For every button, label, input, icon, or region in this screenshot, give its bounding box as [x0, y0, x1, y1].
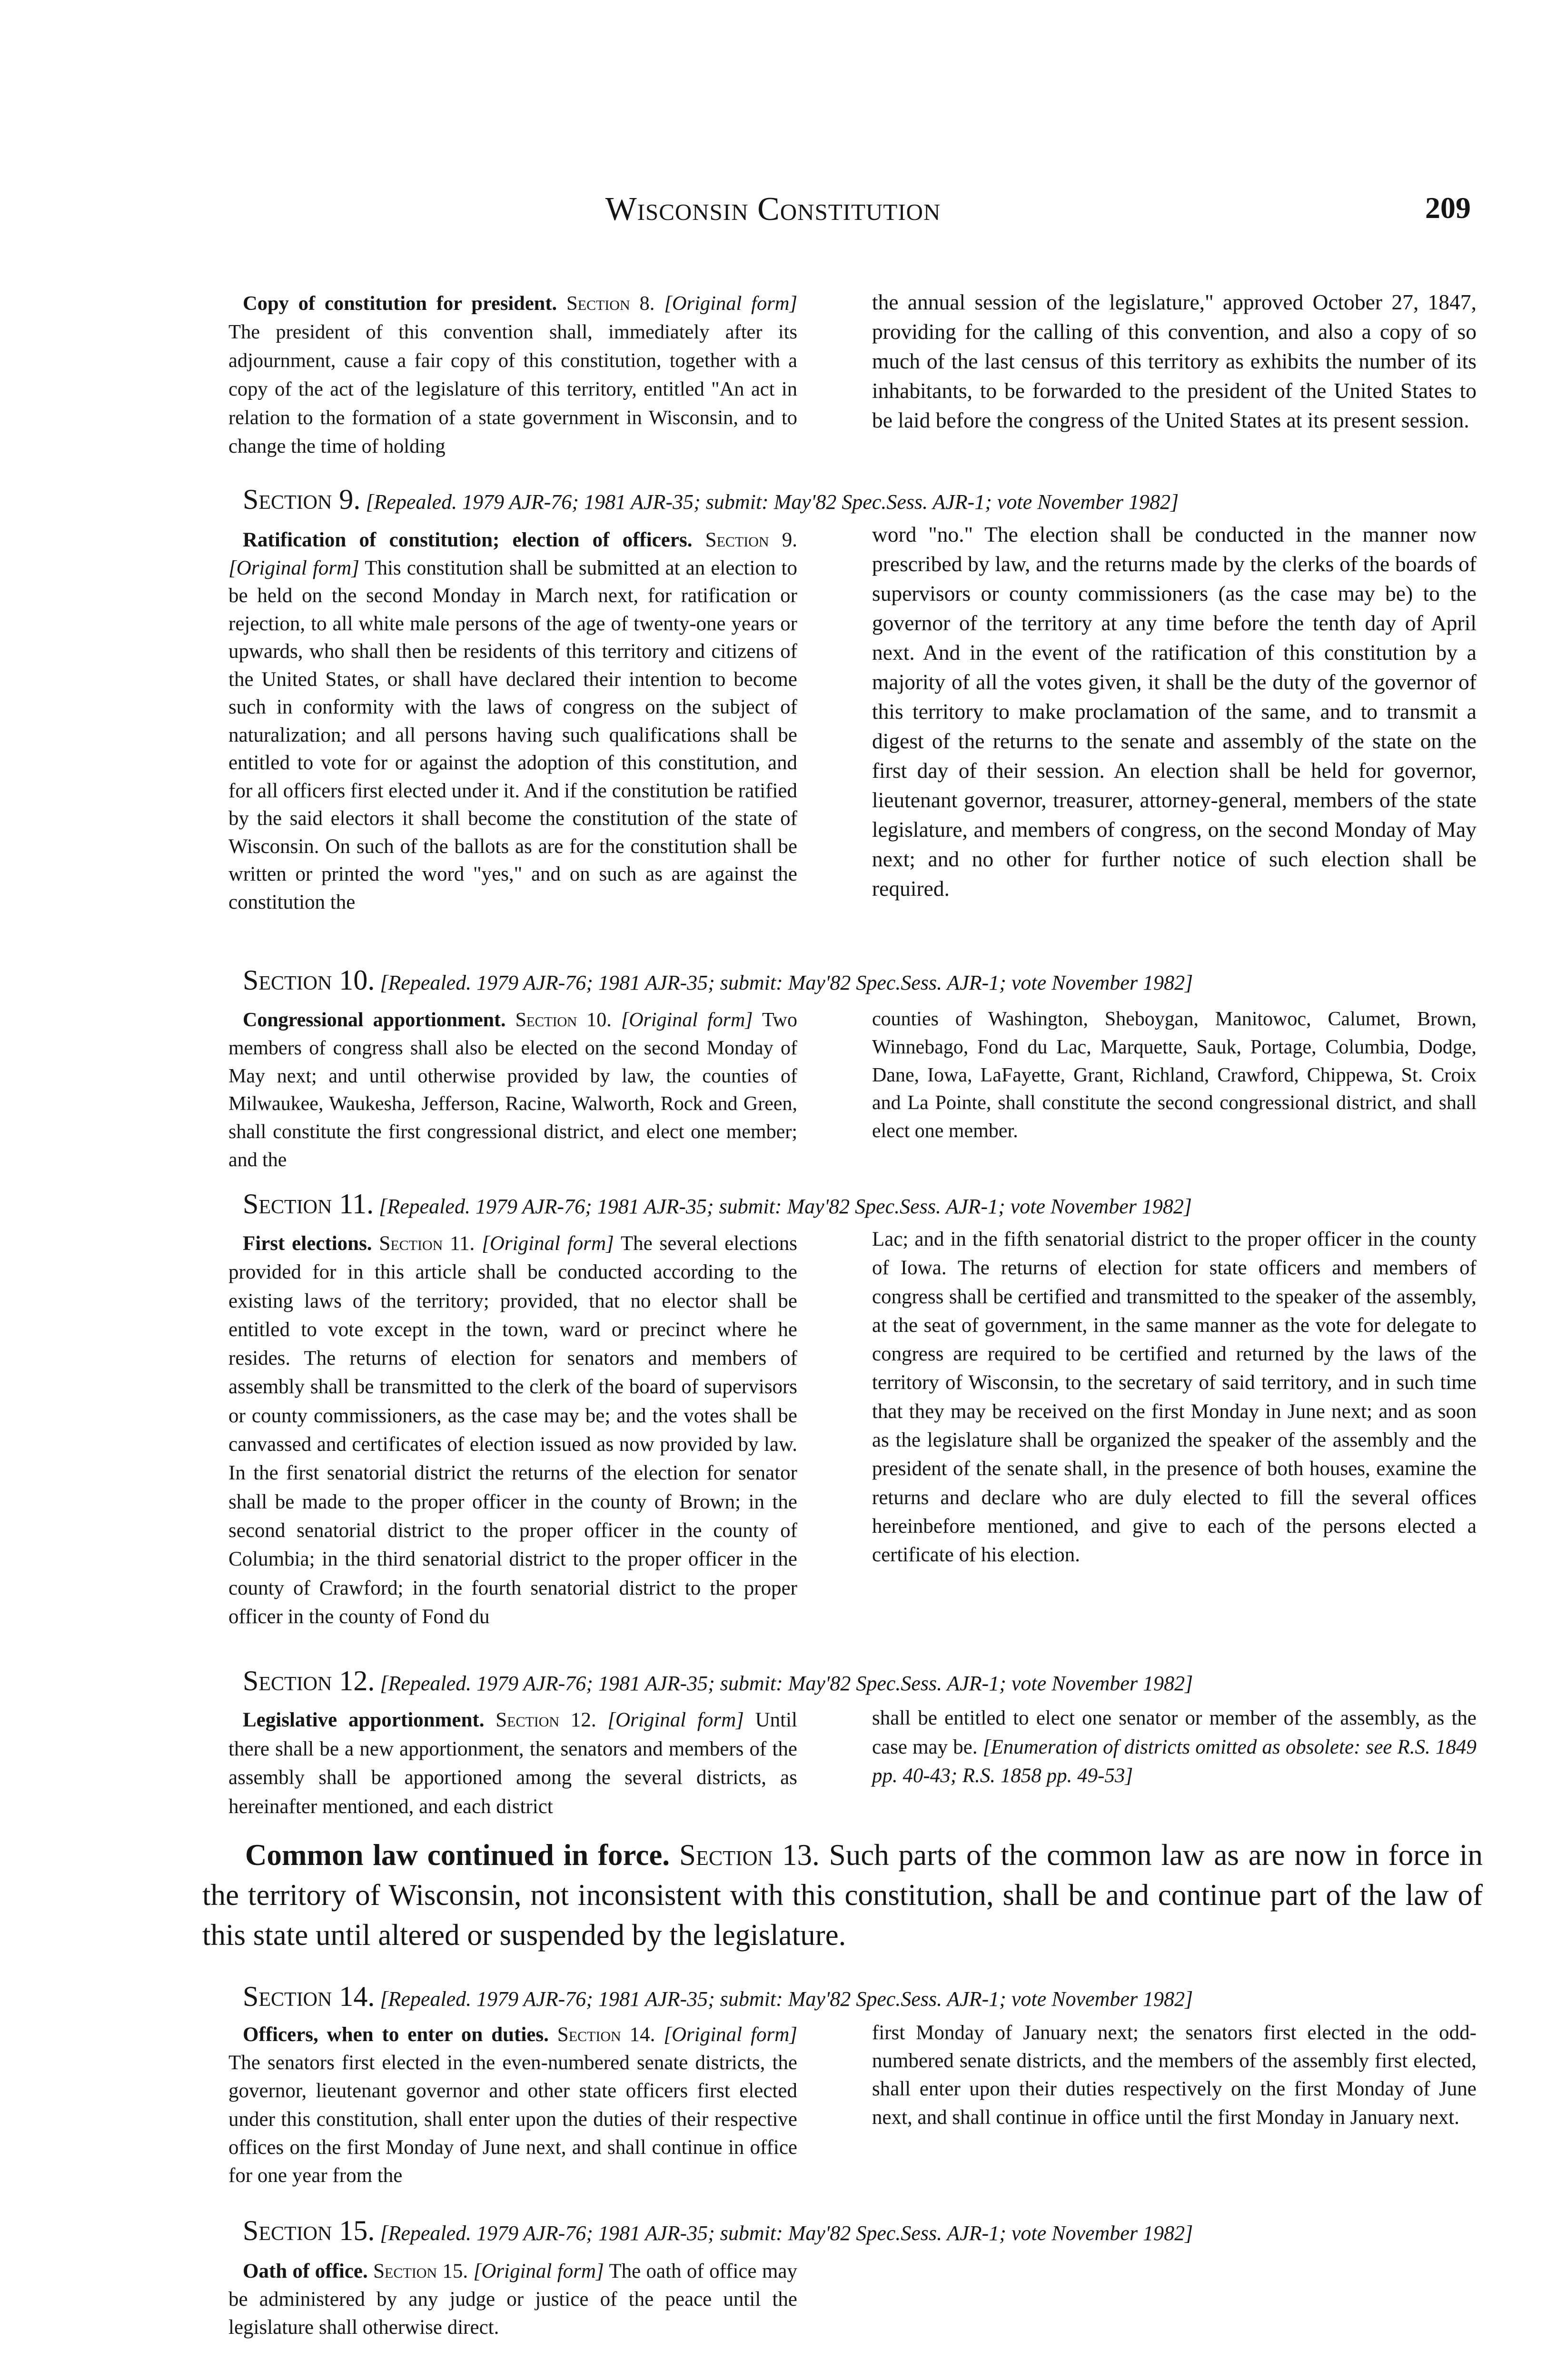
section-10-text-right: counties of Washington, Sheboygan, Manitowoc, Calumet, Brown, Winnebago, Fond du Lac, Marquette, Sauk, Portage, Columbia, Dodge, Dane, Iowa, LaFayette, Grant, Richland, Crawford, Chippewa, St. Croix and La Pointe, shall constitute the second congressional district, and shall elect one member.	[872, 1008, 1477, 1142]
section-11-ref: Section 11.	[379, 1232, 475, 1255]
section-11-left-column	[228, 1230, 797, 1631]
section-9-repeal-line	[243, 483, 1480, 516]
section-13-heading: Common law continued in force.	[245, 1838, 670, 1872]
section-12-heading: Legislative apportionment.	[243, 1709, 485, 1731]
section-11-heading: First elections.	[243, 1232, 372, 1255]
section-12-repeal-line	[243, 1665, 1480, 1697]
section-14-original-form: [Original form]	[664, 2023, 797, 2046]
section-9-label: Section 9.	[243, 484, 361, 515]
section-11-right-column	[872, 1225, 1477, 1570]
running-title: Wisconsin Constitution	[605, 191, 941, 228]
section-14-label: Section 14.	[243, 1981, 375, 2012]
section-13-common-law	[202, 1835, 1483, 1955]
section-12-text-left: Until there shall be a new apportionment, the senators and members of the assembly shall be apportioned among the several districts, as hereinafter mentioned, and each district	[228, 1709, 798, 1818]
section-8-right-column	[872, 288, 1477, 435]
section-9-heading: Ratification of constitution; election of officers.	[243, 529, 693, 551]
section-11-text-right: Lac; and in the fifth senatorial district to the proper officer in the county of Iowa. The returns of election for state officers and members of congress shall be certified and transmitted to the speaker of the assembly, at the seat of government, in the same manner as the vote for delegate to congress are required to be certified and returned by the laws of the territory of Wisconsin, to the secretary of said territory, and in such time that they may be received on the first Monday in June next; and as soon as the legislature shall be organized the speaker of the assembly and the president of the senate shall, in the presence of both houses, examine the returns and declare who are duly elected to fill the several offices hereinbefore mentioned, and give to each of the persons elected a certificate of his election.	[872, 1228, 1477, 1567]
section-11-repeal-note: [Repealed. 1979 AJR-76; 1981 AJR-35; submit: May'82 Spec.Sess. AJR-1; vote November 1982]	[379, 1195, 1192, 1218]
section-15-heading: Oath of office.	[243, 2260, 368, 2282]
section-11-repeal-line	[243, 1188, 1480, 1220]
section-15-ref: Section 15.	[373, 2260, 468, 2282]
section-12-label: Section 12.	[243, 1665, 375, 1696]
section-8-ref: Section 8.	[566, 292, 655, 315]
section-11-label: Section 11.	[243, 1188, 374, 1220]
section-14-ref: Section 14.	[557, 2023, 655, 2046]
section-9-repeal-note: [Repealed. 1979 AJR-76; 1981 AJR-35; submit: May'82 Spec.Sess. AJR-1; vote November 1982]	[366, 490, 1179, 514]
section-8-heading: Copy of constitution for president.	[243, 292, 557, 315]
section-9-text-left: This constitution shall be submitted at an election to be held on the second Monday in March next, for ratification or rejection, to all white male persons of the age of twenty-one years or upwards, who shall then be residents of this territory and citizens of the United States, or shall have declared their intention to become such in conformity with the laws of congress on the subject of naturalization; and all persons having such qualifications shall be entitled to vote for or against the adoption of this constitution, and for all officers first elected under it. And if the constitution be ratified by the said electors it shall become the constitution of the state of Wisconsin. On such of the ballots as are for the constitution shall be written or printed the word "yes," and on such as are against the constitution the	[228, 556, 797, 913]
section-9-original-form: [Original form]	[228, 556, 359, 579]
section-15-text-left: The oath of office may be administered by any judge or justice of the peace until the legislature shall otherwise direct.	[228, 2260, 797, 2339]
section-9-ref: Section 9.	[705, 529, 798, 551]
section-14-text-left: The senators first elected in the even-numbered senate districts, the governor, lieutenant governor and other state officers first elected under this constitution, shall enter upon the duties of their respective offices on the first Monday of June next, and shall continue in office for one year from the	[228, 2052, 797, 2187]
section-12-original-form: [Original form]	[607, 1709, 744, 1731]
section-9-text-right: word "no." The election shall be conducted in the manner now prescribed by law, and the returns made by the clerks of the boards of supervisors or county commissioners (as the case may be) to the governor of the territory at any time before the tenth day of April next. And in the event of the ratification of this constitution by a majority of all the votes given, it shall be the duty of the governor of this territory to make proclamation of the same, and to transmit a digest of the returns to the senate and assembly of the state on the first day of their session. An election shall be held for governor, lieutenant governor, treasurer, attorney-general, members of the state legislature, and members of congress, on the second Monday of May next; and no other for further notice of such election shall be required.	[872, 522, 1477, 901]
section-12-ref: Section 12.	[496, 1709, 596, 1731]
section-12-enumeration-note: [Enumeration of districts omitted as obsolete: see R.S. 1849 pp. 40-43; R.S. 1858 pp. 49-53]	[872, 1735, 1477, 1787]
section-8-text-left: The president of this convention shall, immediately after its adjournment, cause a fair copy of this constitution, together with a copy of the act of the legislature of this territory, entitled "An act in relation to the formation of a state government in Wisconsin, and to change the time of holding	[228, 321, 797, 457]
section-14-left-column	[228, 2021, 797, 2190]
section-11-text-left: The several elections provided for in this article shall be conducted according to the existing laws of the territory; provided, that no elector shall be entitled to vote except in the town, ward or precinct where he resides. The returns of election for senators and members of assembly shall be transmitted to the clerk of the board of supervisors or county commissioners, as the case may be; and the votes shall be canvassed and certificates of election issued as now provided by law. In the first senatorial district the returns of the election for senator shall be made to the proper officer in the county of Brown; in the second senatorial district to the proper officer in the county of Columbia; in the third senatorial district to the proper officer in the county of Crawford; in the fourth senatorial district to the proper officer in the county of Fond du	[228, 1232, 797, 1628]
section-15-left-column	[228, 2257, 797, 2342]
section-11-original-form: [Original form]	[482, 1232, 614, 1255]
page-number: 209	[1425, 191, 1471, 225]
section-12-text-right: shall be entitled to elect one senator or member of the assembly, as the case may be.	[872, 1707, 1477, 1758]
section-14-text-right: first Monday of January next; the senators first elected in the odd-numbered senate districts, and the members of the assembly first elected, shall enter upon their duties respectively on the first Monday of June next, and shall continue in office until the first Monday in January next.	[872, 2022, 1477, 2129]
section-10-right-column	[872, 1005, 1477, 1145]
section-10-heading: Congressional apportionment.	[243, 1009, 506, 1031]
section-13-ref: Section 13.	[679, 1838, 820, 1872]
section-10-ref: Section 10.	[515, 1009, 612, 1031]
section-10-label: Section 10.	[243, 964, 375, 996]
section-15-repeal-note: [Repealed. 1979 AJR-76; 1981 AJR-35; submit: May'82 Spec.Sess. AJR-1; vote November 1982]	[380, 2221, 1193, 2245]
section-10-original-form: [Original form]	[621, 1009, 753, 1031]
section-10-text-left: Two members of congress shall also be elected on the second Monday of May next; and until otherwise provided by law, the counties of Milwaukee, Waukesha, Jefferson, Racine, Walworth, Rock and Green, shall constitute the first congressional district, and elect one member; and the	[228, 1009, 797, 1171]
section-12-repeal-note: [Repealed. 1979 AJR-76; 1981 AJR-35; submit: May'82 Spec.Sess. AJR-1; vote November 1982]	[380, 1672, 1193, 1695]
section-12-left-column	[228, 1706, 797, 1821]
section-15-label: Section 15.	[243, 2215, 375, 2246]
section-10-repeal-note: [Repealed. 1979 AJR-76; 1981 AJR-35; submit: May'82 Spec.Sess. AJR-1; vote November 1982]	[380, 971, 1193, 994]
section-14-repeal-note: [Repealed. 1979 AJR-76; 1981 AJR-35; submit: May'82 Spec.Sess. AJR-1; vote November 1982]	[380, 1987, 1193, 2011]
section-14-repeal-line	[243, 1980, 1480, 2013]
section-9-right-column	[872, 520, 1477, 903]
section-14-heading: Officers, when to enter on duties.	[243, 2023, 549, 2046]
section-15-original-form: [Original form]	[473, 2260, 604, 2282]
section-15-repeal-line	[243, 2214, 1480, 2247]
section-8-left-column	[228, 289, 797, 461]
section-10-left-column	[228, 1006, 797, 1174]
section-8-original-form: [Original form]	[664, 292, 797, 315]
section-13-text: Such parts of the common law as are now in force in the territory of Wisconsin, not inconsistent with this constitution, shall be and continue part of the law of this state until altered or suspended by the legislature.	[202, 1838, 1483, 1952]
running-header	[0, 190, 1546, 243]
section-9-left-column	[228, 526, 797, 916]
section-14-right-column	[872, 2019, 1477, 2132]
section-10-repeal-line	[243, 964, 1480, 997]
section-12-right-column	[872, 1704, 1477, 1791]
section-8-text-right: the annual session of the legislature," approved October 27, 1847, providing for the calling of this convention, and also a copy of so much of the last census of this territory as exhibits the number of its inhabitants, to be forwarded to the president of the United States to be laid before the congress of the United States at its present session.	[872, 290, 1477, 432]
